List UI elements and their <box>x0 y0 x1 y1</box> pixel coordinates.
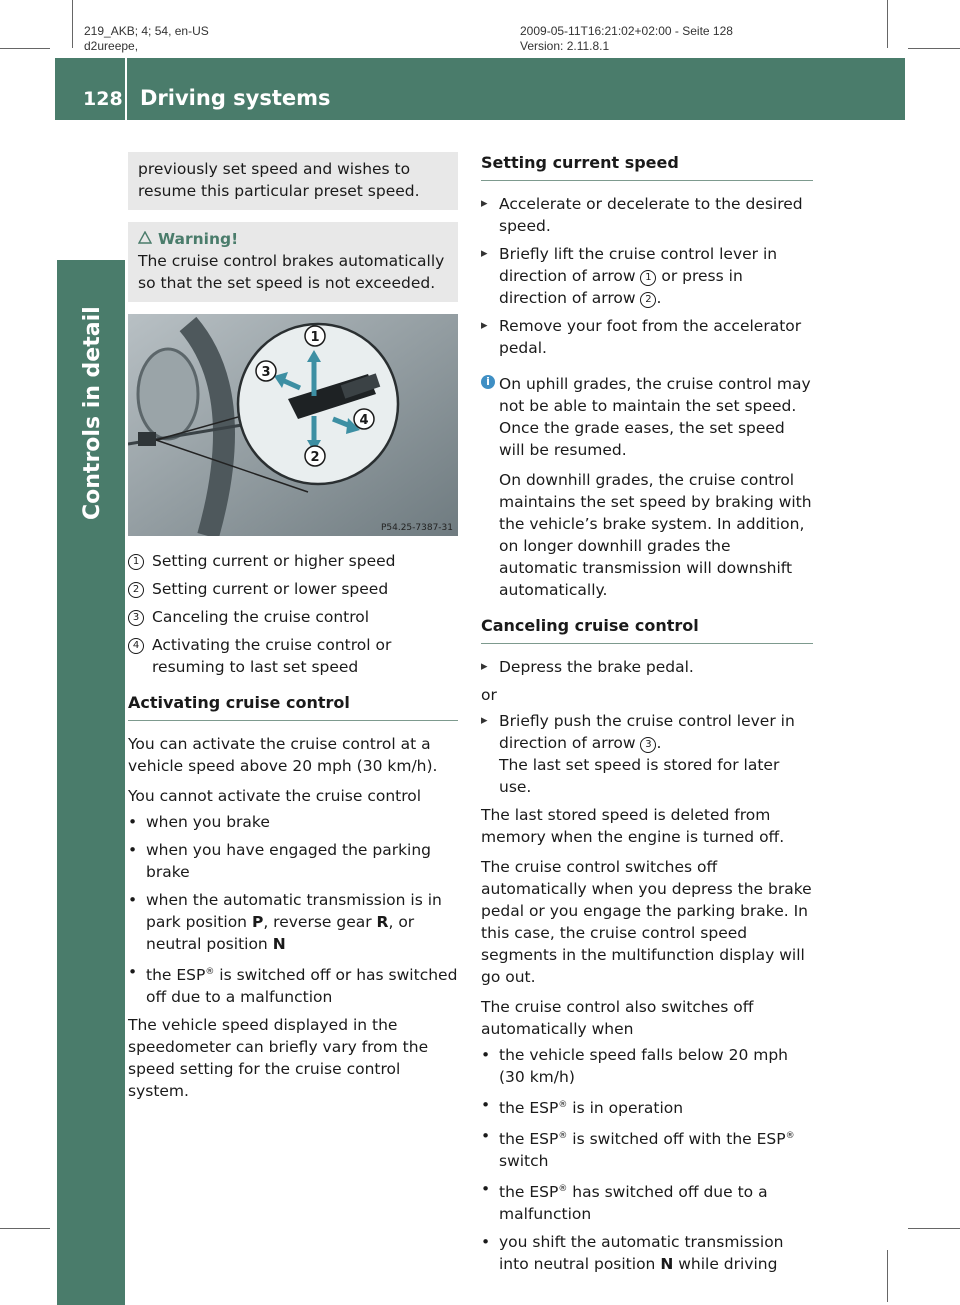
legend-text: Activating the cruise control or resuming to last set speed <box>152 636 392 676</box>
step-text: or press in direction of arrow <box>499 267 743 307</box>
callout-3: 3 <box>261 365 271 380</box>
print-meta-left <box>84 24 209 54</box>
registered-mark: ® <box>785 1131 795 1142</box>
warning-title-text: Warning! <box>158 230 239 248</box>
meta-line: 219_AKB; 4; 54, en-US <box>84 24 209 38</box>
bullet-icon: • <box>481 1127 491 1146</box>
crop-mark <box>908 48 960 49</box>
crop-mark <box>887 1250 888 1302</box>
bullet-icon: • <box>128 963 138 981</box>
warning-box <box>128 222 458 302</box>
lever-illustration <box>128 314 458 536</box>
bullet-icon: • <box>481 1233 491 1252</box>
gear-neutral: N <box>272 935 286 953</box>
list-item-text: , or neutral position <box>146 913 415 953</box>
warning-title <box>138 228 448 250</box>
legend-number-icon: 1 <box>128 554 144 570</box>
info-icon: i <box>481 375 495 389</box>
legend-text: Canceling the cruise control <box>152 608 370 626</box>
registered-mark: ® <box>558 1100 568 1110</box>
paragraph: The cruise control also switches off automatically when <box>481 998 754 1038</box>
section-heading-canceling: Canceling cruise control <box>481 615 813 644</box>
crop-mark <box>72 0 73 48</box>
bullet-icon: • <box>128 841 138 859</box>
legend-text: Setting current or lower speed <box>152 580 389 598</box>
list-item-text: the ESP <box>499 1130 559 1149</box>
list-item <box>481 1044 813 1088</box>
step-text: Briefly push the cruise control lever in direction of arrow <box>499 712 795 752</box>
step-item <box>481 315 813 359</box>
step-item <box>481 656 813 678</box>
page-number: 128 <box>83 88 123 110</box>
legend-item <box>128 606 458 628</box>
list-item-text: when the automatic transmission is in park position <box>146 891 442 931</box>
registered-mark: ® <box>558 1184 568 1195</box>
warning-text: The cruise control brakes automatically so that the set speed is not exceeded. <box>138 252 445 292</box>
step-arrow-icon: ▸ <box>481 713 488 728</box>
list-item-text: is in operation <box>567 1099 684 1118</box>
print-meta-right <box>520 24 733 54</box>
bullet-icon: • <box>481 1180 491 1199</box>
list-item-text: , reverse gear <box>263 913 377 931</box>
chapter-tab-text: Controls in detail <box>80 306 105 520</box>
list-item-text: switch <box>499 1152 549 1171</box>
step-arrow-icon: ▸ <box>481 196 488 211</box>
callout-2: 2 <box>310 450 320 465</box>
bullet-icon: • <box>481 1046 491 1064</box>
paragraph: The last stored speed is deleted from memory when the engine is turned off. <box>481 806 785 846</box>
list-item-text: when you have engaged the parking brake <box>146 841 432 881</box>
meta-line: d2ureepe, <box>84 39 139 53</box>
info-text: On downhill grades, the cruise control maintains the set speed by braking with the vehicle’s brake system. In addition, on longer downhill grades the automatic transmission will downshift automatically. <box>499 471 812 599</box>
list-item-text: the vehicle speed falls below 20 mph (30 km/h) <box>499 1046 788 1086</box>
figure-legend <box>128 550 458 678</box>
legend-number-icon: 2 <box>128 582 144 598</box>
paragraph: The cruise control switches off automatically when you depress the brake pedal or you engage the parking brake. In this case, the cruise control speed segments in the multifunction display will go out. <box>481 858 812 986</box>
step-text: Accelerate or decelerate to the desired speed. <box>499 195 803 235</box>
list-item-text: you shift the automatic transmission into neutral position <box>499 1233 784 1274</box>
step-text: Briefly lift the cruise control lever in direction of arrow <box>499 245 778 285</box>
list-item <box>481 1178 813 1225</box>
bullet-icon: • <box>128 813 138 831</box>
step-arrow-icon: ▸ <box>481 318 488 333</box>
crop-mark <box>0 1228 50 1229</box>
list-item-text: the ESP <box>499 1099 559 1118</box>
step-text: . <box>656 734 662 752</box>
intro-text: previously set speed and wishes to resume this particular preset speed. <box>138 160 420 200</box>
step-arrow-icon: ▸ <box>481 659 488 674</box>
list-item-text: when you brake <box>146 813 270 831</box>
arrow-number-icon: 1 <box>640 270 656 286</box>
list-item <box>481 1094 813 1119</box>
paragraph: You cannot activate the cruise control <box>128 787 422 805</box>
gear-neutral: N <box>660 1255 674 1274</box>
crop-mark <box>908 1228 960 1229</box>
chapter-tab-label <box>80 260 105 520</box>
list-item <box>128 961 458 1008</box>
left-column <box>128 152 458 1110</box>
list-item <box>128 839 458 883</box>
list-item-text: is switched off with the ESP <box>567 1130 786 1149</box>
list-item <box>481 1231 813 1275</box>
legend-item <box>128 634 458 678</box>
step-item <box>481 243 813 309</box>
list-item-text: the ESP <box>146 966 206 985</box>
paragraph: The vehicle speed displayed in the speedometer can briefly vary from the speed setting for the cruise control system. <box>128 1016 429 1101</box>
page-title: Driving systems <box>140 86 331 110</box>
bullet-icon: • <box>481 1096 491 1114</box>
crop-mark <box>887 0 888 48</box>
step-item <box>481 193 813 237</box>
list-item <box>128 889 458 955</box>
callout-1: 1 <box>310 330 320 345</box>
gear-reverse: R <box>376 913 389 931</box>
info-text: On uphill grades, the cruise control may not be able to maintain the set speed. Once the grade eases, the set speed will be resumed. <box>499 375 811 459</box>
legend-number-icon: 4 <box>128 638 144 654</box>
warning-triangle-icon <box>138 228 152 250</box>
meta-line: 2009-05-11T16:21:02+02:00 - Seite 128 <box>520 24 733 38</box>
crop-mark <box>0 48 50 49</box>
step-note: The last set speed is stored for later use. <box>499 756 780 796</box>
step-text: Depress the brake pedal. <box>499 658 694 676</box>
intro-box <box>128 152 458 210</box>
list-item-text: has switched off due to a malfunction <box>499 1183 768 1224</box>
figure-code: P54.25-7387-31 <box>380 523 453 533</box>
gear-park: P <box>251 913 264 931</box>
step-item <box>481 710 813 798</box>
arrow-number-icon: 2 <box>640 292 656 308</box>
step-text: . <box>656 289 662 307</box>
step-arrow-icon: ▸ <box>481 246 488 261</box>
info-note <box>481 373 813 601</box>
right-column <box>481 152 813 1281</box>
list-item-text: is switched off or has switched off due to a malfunction <box>146 966 458 1007</box>
paragraph: You can activate the cruise control at a vehicle speed above 20 mph (30 km/h). <box>128 735 438 775</box>
callout-4: 4 <box>359 413 369 428</box>
arrow-number-icon: 3 <box>640 737 656 753</box>
registered-mark: ® <box>205 967 215 977</box>
legend-item <box>128 550 458 572</box>
meta-line: Version: 2.11.8.1 <box>520 39 610 53</box>
section-heading-activating: Activating cruise control <box>128 692 458 721</box>
step-text: Remove your foot from the accelerator pedal. <box>499 317 802 357</box>
legend-number-icon: 3 <box>128 610 144 626</box>
section-heading-setting: Setting current speed <box>481 152 813 181</box>
cruise-control-lever-figure <box>128 314 458 536</box>
registered-mark: ® <box>558 1131 568 1142</box>
legend-text: Setting current or higher speed <box>152 552 396 570</box>
legend-item <box>128 578 458 600</box>
list-item-text: the ESP <box>499 1183 559 1202</box>
or-text: or <box>481 686 497 704</box>
header-divider <box>125 58 127 120</box>
list-item <box>128 811 458 833</box>
bullet-icon: • <box>128 891 138 909</box>
list-item <box>481 1125 813 1172</box>
list-item-text: while driving <box>673 1255 778 1274</box>
